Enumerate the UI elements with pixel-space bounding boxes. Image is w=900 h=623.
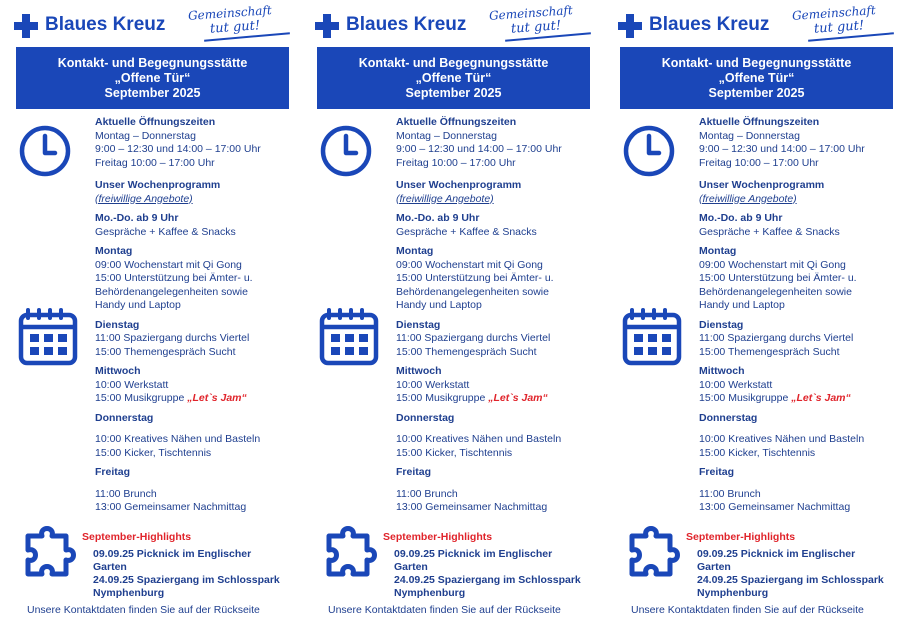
daily-text: Gespräche + Kaffee & Snacks (699, 225, 840, 238)
friday-line: 13:00 Gemeinsamer Nachmittag (396, 501, 548, 513)
wednesday-line (396, 392, 601, 406)
program-title: Unser Wochenprogramm (95, 179, 221, 191)
wednesday-title: Mittwoch (95, 365, 141, 377)
highlights-title: September-Highlights (82, 531, 192, 543)
thursday-line: 15:00 Kicker, Tischtennis (699, 446, 816, 459)
friday-line: 11:00 Brunch (396, 487, 458, 500)
header-line: Kontakt- und Begegnungsstätte (661, 56, 852, 70)
highlights-list (93, 548, 308, 600)
friday-line: 13:00 Gemeinsamer Nachmittag (699, 501, 851, 513)
highlight-line: Garten (394, 561, 428, 573)
monday-line: Behördenangelegenheiten sowie (396, 285, 549, 298)
header-line: „Offene Tür“ (718, 71, 795, 85)
hours-line: Freitag 10:00 – 17:00 Uhr (95, 156, 215, 169)
wednesday-music: 15:00 Musikgruppe (699, 392, 792, 404)
thursday-title: Donnerstag (699, 411, 758, 424)
friday-line: 13:00 Gemeinsamer Nachmittag (95, 501, 247, 513)
wednesday-line: 10:00 Werkstatt (699, 378, 773, 391)
monday-line: Behördenangelegenheiten sowie (95, 285, 248, 298)
highlight-line: 24.09.25 Spaziergang im Schlosspark (394, 574, 581, 586)
content (396, 116, 601, 515)
slogan-line: Gemeinschaft (488, 3, 574, 23)
monday-line: Handy und Laptop (699, 299, 785, 311)
hours-line: Freitag 10:00 – 17:00 Uhr (396, 156, 516, 169)
slogan-line: tut gut! (209, 18, 261, 37)
highlight-line: Nymphenburg (394, 587, 466, 599)
footer-note: Unsere Kontaktdaten finden Sie auf der Rückseite (328, 604, 561, 616)
hours-line: 9:00 – 12:30 und 14:00 – 17:00 Uhr (95, 143, 261, 155)
monday-line: Behördenangelegenheiten sowie (699, 285, 852, 298)
slogan-line: Gemeinschaft (791, 3, 877, 23)
header-line: Kontakt- und Begegnungsstätte (57, 56, 248, 70)
program-subtitle: (freiwillige Angebote) (699, 192, 797, 205)
wednesday-music: 15:00 Musikgruppe (396, 392, 489, 404)
program-subtitle: (freiwillige Angebote) (95, 192, 193, 205)
clock-icon (319, 118, 373, 182)
lets-jam-label: „Let`s Jam“ (791, 392, 851, 404)
puzzle-icon (626, 522, 690, 586)
daily-text: Gespräche + Kaffee & Snacks (396, 225, 537, 238)
slogan (184, 3, 294, 44)
tuesday-line: 11:00 Spaziergang durchs Viertel (95, 332, 250, 344)
monday-line: Handy und Laptop (396, 299, 482, 311)
hours-line: Montag – Donnerstag (95, 129, 196, 142)
header-line: September 2025 (104, 86, 201, 100)
thursday-line: 10:00 Kreatives Nähen und Basteln (396, 433, 562, 445)
cross-icon (14, 14, 38, 38)
content (95, 116, 300, 515)
highlight-line: 09.09.25 Picknick im Englischer (93, 548, 252, 560)
header-banner (16, 47, 289, 109)
footer-note: Unsere Kontaktdaten finden Sie auf der Rückseite (27, 604, 260, 616)
friday-title: Freitag (699, 466, 735, 478)
tuesday-title: Dienstag (699, 318, 744, 331)
lets-jam-label: „Let`s Jam“ (488, 392, 548, 404)
cross-icon (315, 14, 339, 38)
header-line: „Offene Tür“ (114, 71, 191, 85)
header-line: Kontakt- und Begegnungsstätte (358, 56, 549, 70)
highlight-line: 24.09.25 Spaziergang im Schlosspark (697, 574, 884, 586)
daily-title: Mo.-Do. ab 9 Uhr (396, 212, 480, 224)
tuesday-line: 11:00 Spaziergang durchs Viertel (699, 332, 854, 344)
monday-line: Handy und Laptop (95, 299, 181, 311)
tuesday-title: Dienstag (396, 318, 441, 331)
footer-note: Unsere Kontaktdaten finden Sie auf der Rückseite (631, 604, 864, 616)
wednesday-line: 10:00 Werkstatt (396, 378, 470, 391)
monday-title: Montag (396, 245, 434, 257)
monday-line: 15:00 Unterstützung bei Ämter- u. (699, 272, 857, 284)
header-line: September 2025 (708, 86, 805, 100)
header-line: „Offene Tür“ (415, 71, 492, 85)
highlight-line: Garten (93, 561, 127, 573)
tuesday-line: 11:00 Spaziergang durchs Viertel (396, 332, 551, 344)
logo (12, 3, 297, 42)
program-subtitle: (freiwillige Angebote) (396, 192, 494, 205)
lets-jam-label: „Let`s Jam“ (187, 392, 247, 404)
wednesday-line (95, 392, 300, 406)
wednesday-title: Mittwoch (396, 365, 442, 377)
monday-line: 09:00 Wochenstart mit Qi Gong (95, 258, 242, 271)
program-title: Unser Wochenprogramm (396, 179, 522, 191)
logo (616, 3, 900, 42)
flyer-left (12, 0, 297, 623)
hours-line: 9:00 – 12:30 und 14:00 – 17:00 Uhr (699, 143, 865, 155)
flyer-middle (313, 0, 598, 623)
daily-text: Gespräche + Kaffee & Snacks (95, 225, 236, 238)
highlights-list (394, 548, 609, 600)
calendar-icon (319, 305, 379, 367)
friday-title: Freitag (396, 466, 432, 478)
monday-line: 15:00 Unterstützung bei Ämter- u. (95, 272, 253, 284)
thursday-line: 15:00 Kicker, Tischtennis (396, 446, 513, 459)
clock-icon (622, 118, 676, 182)
highlight-line: Garten (697, 561, 731, 573)
highlights-title: September-Highlights (686, 531, 796, 543)
tuesday-line: 15:00 Themengespräch Sucht (95, 345, 236, 358)
highlight-line: Nymphenburg (93, 587, 165, 599)
cross-icon (618, 14, 642, 38)
thursday-title: Donnerstag (396, 411, 455, 424)
header-line: September 2025 (405, 86, 502, 100)
brand-name: Blaues Kreuz (45, 14, 166, 35)
hours-title: Aktuelle Öffnungszeiten (699, 116, 820, 128)
hours-line: 9:00 – 12:30 und 14:00 – 17:00 Uhr (396, 143, 562, 155)
monday-line: 09:00 Wochenstart mit Qi Gong (699, 258, 846, 271)
friday-line: 11:00 Brunch (95, 487, 157, 500)
content (699, 116, 900, 515)
slogan-line: tut gut! (813, 18, 865, 37)
slogan-line: Gemeinschaft (187, 3, 273, 23)
brand-name: Blaues Kreuz (649, 14, 770, 35)
header-banner (317, 47, 590, 109)
tuesday-line: 15:00 Themengespräch Sucht (699, 345, 840, 358)
slogan (485, 3, 595, 44)
hours-line: Montag – Donnerstag (699, 129, 800, 142)
puzzle-icon (323, 522, 387, 586)
highlights-list (697, 548, 900, 600)
header-banner (620, 47, 893, 109)
calendar-icon (622, 305, 682, 367)
wednesday-title: Mittwoch (699, 365, 745, 377)
program-title: Unser Wochenprogramm (699, 179, 825, 191)
slogan-line: tut gut! (510, 18, 562, 37)
highlight-line: 24.09.25 Spaziergang im Schlosspark (93, 574, 280, 586)
thursday-line: 10:00 Kreatives Nähen und Basteln (95, 433, 261, 445)
monday-title: Montag (699, 245, 737, 257)
thursday-line: 10:00 Kreatives Nähen und Basteln (699, 433, 865, 445)
wednesday-music: 15:00 Musikgruppe (95, 392, 188, 404)
highlight-line: Nymphenburg (697, 587, 769, 599)
hours-line: Montag – Donnerstag (396, 129, 497, 142)
wednesday-line: 10:00 Werkstatt (95, 378, 169, 391)
monday-line: 09:00 Wochenstart mit Qi Gong (396, 258, 543, 271)
calendar-icon (18, 305, 78, 367)
brand-name: Blaues Kreuz (346, 14, 467, 35)
slogan (788, 3, 898, 44)
thursday-title: Donnerstag (95, 411, 154, 424)
hours-title: Aktuelle Öffnungszeiten (396, 116, 517, 128)
thursday-line: 15:00 Kicker, Tischtennis (95, 446, 212, 459)
tuesday-line: 15:00 Themengespräch Sucht (396, 345, 537, 358)
friday-title: Freitag (95, 466, 131, 478)
puzzle-icon (22, 522, 86, 586)
daily-title: Mo.-Do. ab 9 Uhr (699, 212, 783, 224)
monday-title: Montag (95, 245, 133, 257)
highlights-title: September-Highlights (383, 531, 493, 543)
monday-line: 15:00 Unterstützung bei Ämter- u. (396, 272, 554, 284)
highlight-line: 09.09.25 Picknick im Englischer (394, 548, 553, 560)
daily-title: Mo.-Do. ab 9 Uhr (95, 212, 179, 224)
logo (313, 3, 598, 42)
friday-line: 11:00 Brunch (699, 487, 761, 500)
tuesday-title: Dienstag (95, 318, 140, 331)
highlight-line: 09.09.25 Picknick im Englischer (697, 548, 856, 560)
hours-line: Freitag 10:00 – 17:00 Uhr (699, 156, 819, 169)
wednesday-line (699, 392, 900, 406)
hours-title: Aktuelle Öffnungszeiten (95, 116, 216, 128)
flyer-right (616, 0, 900, 623)
clock-icon (18, 118, 72, 182)
